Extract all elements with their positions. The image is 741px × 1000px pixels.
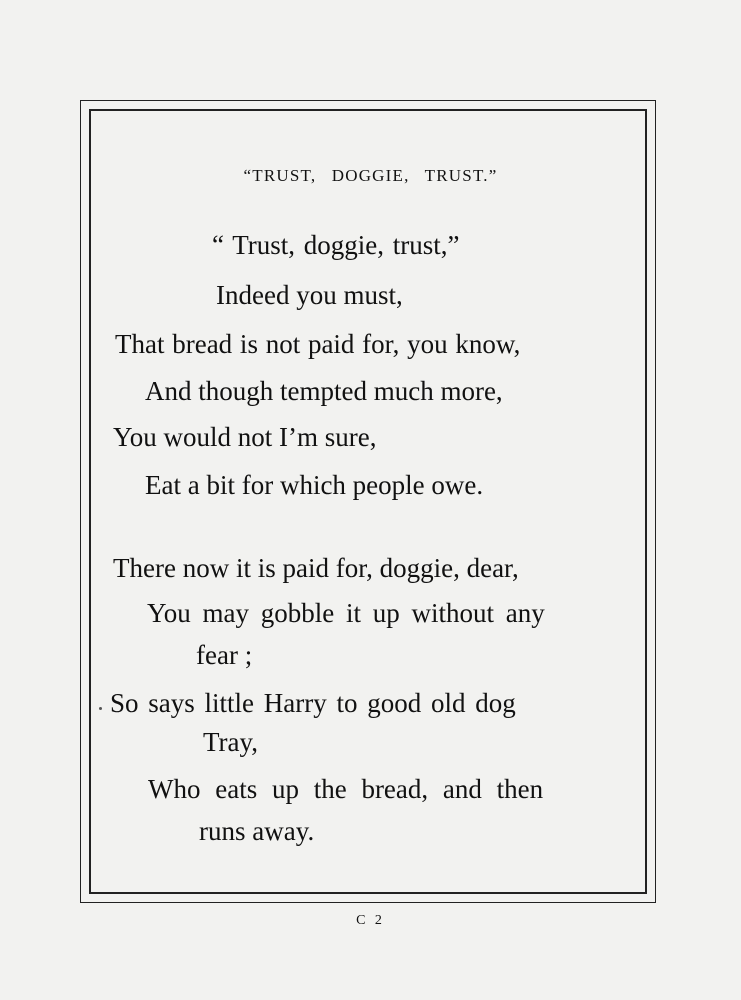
stanza-2-line-2: You may gobble it up without any: [147, 598, 545, 628]
stanza-1-line-1: “ Trust, doggie, trust,”: [212, 230, 460, 260]
page-signature: C 2: [356, 913, 385, 928]
stanza-2-line-4: So says little Harry to good old dog: [110, 688, 516, 718]
print-speck: [99, 707, 102, 710]
stanza-1-line-2: Indeed you must,: [216, 280, 403, 310]
stanza-2-line-5: Tray,: [203, 727, 259, 757]
stanza-2-line-6: Who eats up the bread, and then: [148, 774, 544, 804]
poem-title: [0, 166, 741, 186]
stanza-1-line-5: You would not I’m sure,: [113, 422, 377, 452]
stanza-2-line-3: fear ;: [196, 640, 253, 670]
stanza-1-line-6: Eat a bit for which people owe.: [145, 470, 484, 500]
stanza-2-line-1: There now it is paid for, doggie, dear,: [113, 553, 519, 583]
stanza-1-line-4: And though tempted much more,: [145, 376, 503, 406]
stanza-1-line-3: That bread is not paid for, you know,: [115, 329, 521, 359]
stanza-2-line-7: runs away.: [199, 816, 315, 846]
poem-title-text: “TRUST, DOGGIE, TRUST.”: [243, 166, 498, 185]
